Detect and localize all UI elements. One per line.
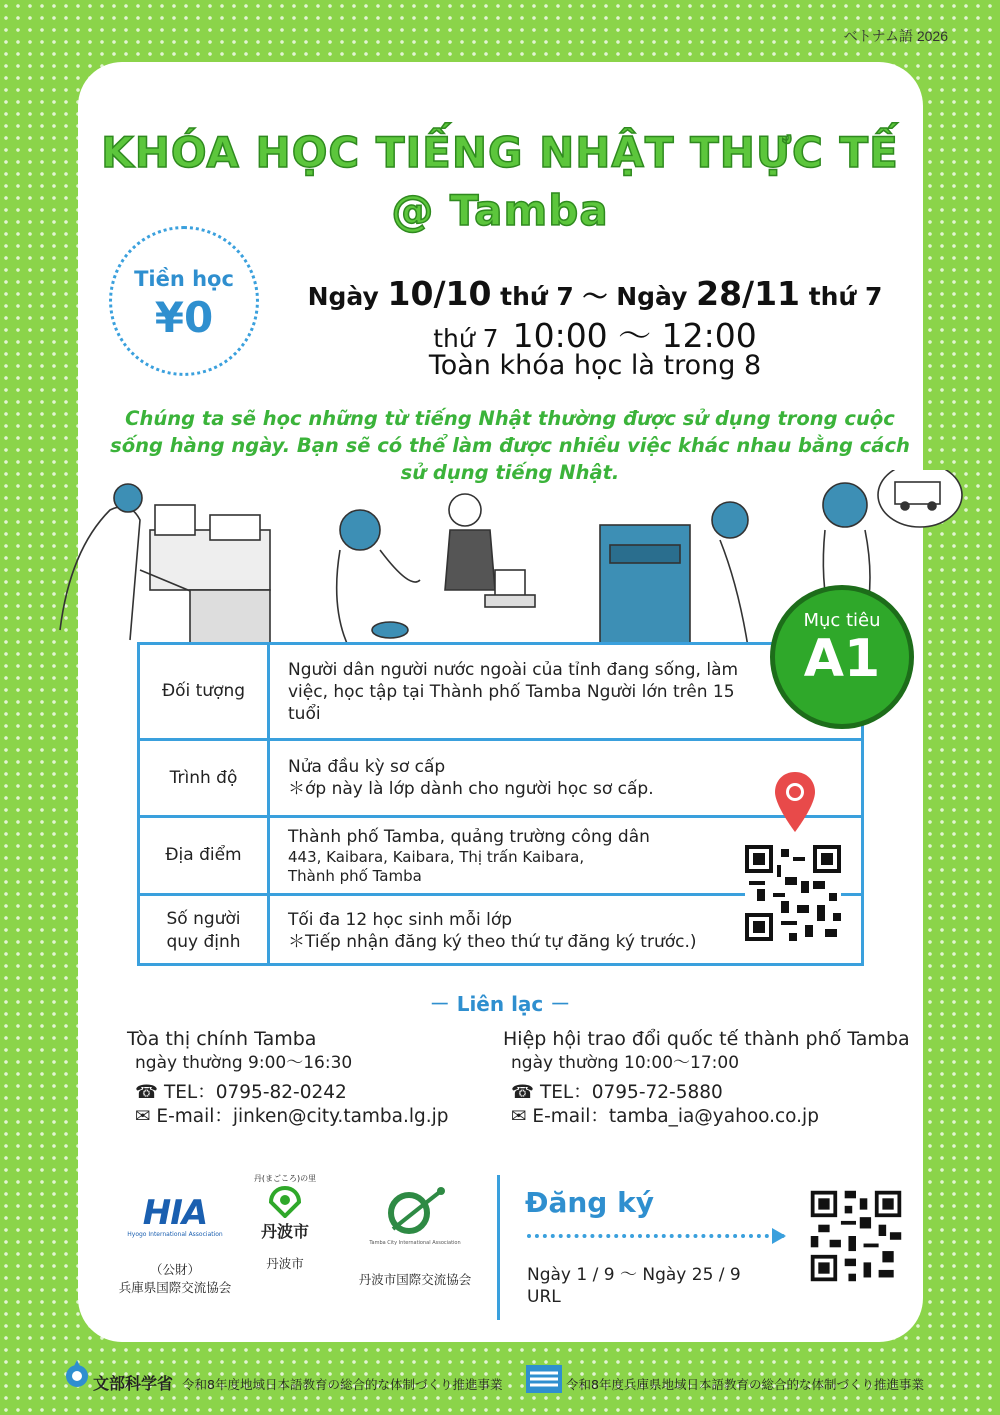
mail-icon: ✉ [511, 1106, 533, 1127]
footer-left-project: 令和8年度地域日本語教育の総合的な体制づくり推進事業 [182, 1377, 503, 1392]
contact-left-tel[interactable]: TEL：0795-82-0242 [163, 1082, 347, 1103]
end-day: thứ 7 [800, 282, 883, 311]
place-text: Thành phố Tamba, quảng trường công dân [288, 826, 650, 847]
phone-icon: ☎ [135, 1082, 164, 1103]
assoc-logo-sub: Tamba City International Association [369, 1240, 461, 1246]
capacity-label-1: Số người [166, 909, 241, 929]
contact-left-org: Tòa thị chính Tamba [127, 1028, 317, 1050]
total-sessions: Toàn khóa học là trong 8 [428, 350, 762, 381]
intro-text: Chúng ta sẽ học những từ tiếng Nhật thường được sử dụng trong cuộc sống hàng ngày. Bạn sẽ có thể làm được nhiều việc khác nhau bằng cách sử dụng tiếng Nhật. [110, 407, 910, 484]
start-prefix: Ngày [307, 282, 388, 311]
level-note: ＊ớp này là lớp dành cho người học sơ cấp. [288, 779, 654, 799]
mext-name: 文部科学省 [93, 1374, 174, 1393]
capacity-label [140, 896, 270, 966]
assoc-logo-block [345, 1185, 485, 1289]
map-pin-icon [773, 770, 817, 834]
register-qr-code[interactable] [807, 1187, 905, 1285]
target-value [288, 645, 851, 738]
fee-amount: ¥0 [154, 293, 214, 342]
place-label: Địa điểm [140, 818, 270, 893]
contact-heading: － Liên lạc － [429, 992, 571, 1016]
end-prefix: Ngày [616, 282, 697, 311]
target-text: Người dân người nước ngoài của tỉnh đang sống, làm việc, học tập tại Thành phố Tamba Người lớn trên 15 tuổi [288, 659, 739, 724]
office-scene-illustration [60, 484, 270, 650]
post-office-scene-illustration [600, 502, 750, 665]
level-text: Nửa đầu kỳ sơ cấp [288, 757, 446, 777]
hia-logo: HIA [142, 1193, 208, 1233]
contact-right-email[interactable]: E-mail：tamba_ia@yahoo.co.jp [532, 1106, 819, 1127]
place-address: 443, Kaibara, Kaibara, Thị trấn Kaibara, [288, 847, 585, 866]
hia-logo-sub: Hyogo International Association [127, 1231, 223, 1238]
capacity-note: ＊Tiếp nhận đăng ký theo thứ tự đăng ký trước.) [288, 932, 697, 952]
register-dates: Ngày 1 / 9 ～ Ngày 25 / 9 [527, 1265, 741, 1285]
mext-logo-icon [65, 1358, 89, 1392]
goal-label: Mục tiêu [803, 610, 881, 631]
time-range: 10:00 ～ 12:00 [512, 316, 757, 355]
contact-right-tel[interactable]: TEL：0795-72-5880 [539, 1082, 723, 1103]
goal-level: A1 [803, 629, 881, 689]
city-logo-text: 丹波市 [260, 1222, 309, 1241]
place-city: Thành phố Tamba [288, 866, 422, 885]
contact-left-email[interactable]: E-mail：jinken@city.tamba.lg.jp [156, 1106, 449, 1127]
contact-city-hall [127, 1027, 449, 1129]
capacity-text: Tối đa 12 học sinh mỗi lớp [288, 910, 513, 930]
contact-left-hours: ngày thường 9:00～16:30 [135, 1053, 353, 1073]
title-line2: @ Tamba [391, 186, 609, 235]
city-logo-block [245, 1174, 325, 1273]
contact-right-org: Hiệp hội trao đổi quốc tế thành phố Tamba [503, 1028, 910, 1050]
row-target [140, 645, 861, 738]
hia-caption-1: （公財） [149, 1262, 200, 1277]
level-value [288, 741, 851, 815]
capacity-label-2: quy định [166, 932, 241, 952]
register-url-label[interactable]: URL [527, 1287, 561, 1307]
mail-icon: ✉ [135, 1106, 157, 1127]
footer-right-project: 令和8年度兵庫県地域日本語教育の総合的な体制づくり推進事業 [566, 1377, 924, 1392]
course-dates [290, 274, 900, 313]
fee-label: Tiền học [134, 267, 234, 291]
arrow-head-icon [772, 1228, 786, 1244]
contact-right-hours: ngày thường 10:00～17:00 [511, 1053, 740, 1073]
weekday: thứ 7 [433, 324, 499, 353]
start-day: thứ 7 [491, 282, 574, 311]
phone-icon: ☎ [511, 1082, 540, 1103]
shop-scene-illustration [337, 494, 535, 650]
register-divider [497, 1175, 500, 1320]
target-label: Đối tượng [140, 645, 270, 738]
hia-caption-2: 兵庫県国際交流協会 [118, 1280, 232, 1295]
register-arrow [527, 1234, 785, 1238]
register-info [527, 1264, 741, 1308]
hyogo-logo-icon [526, 1365, 562, 1393]
start-date: 10/10 [387, 274, 492, 313]
city-logo-top: 丹(まごころ)の里 [253, 1174, 317, 1183]
assoc-caption: 丹波市国際交流協会 [358, 1272, 472, 1287]
language-tag: ベトナム語 2026 [843, 28, 948, 44]
date-separator: ～ [573, 282, 617, 311]
goal-badge [770, 585, 914, 729]
title-line1: KHÓA HỌC TIẾNG NHẬT THỰC TẾ [101, 128, 899, 177]
register-title: Đăng ký [525, 1186, 654, 1219]
hia-logo-block [105, 1195, 245, 1297]
city-emblem-icon [263, 1184, 307, 1218]
row-level [140, 738, 861, 815]
fee-badge [109, 226, 259, 376]
city-caption: 丹波市 [266, 1256, 304, 1271]
end-date: 28/11 [696, 274, 801, 313]
level-label: Trình độ [140, 741, 270, 815]
map-qr-code[interactable] [745, 845, 841, 941]
contact-association [503, 1027, 910, 1129]
assoc-emblem-icon [383, 1185, 447, 1235]
